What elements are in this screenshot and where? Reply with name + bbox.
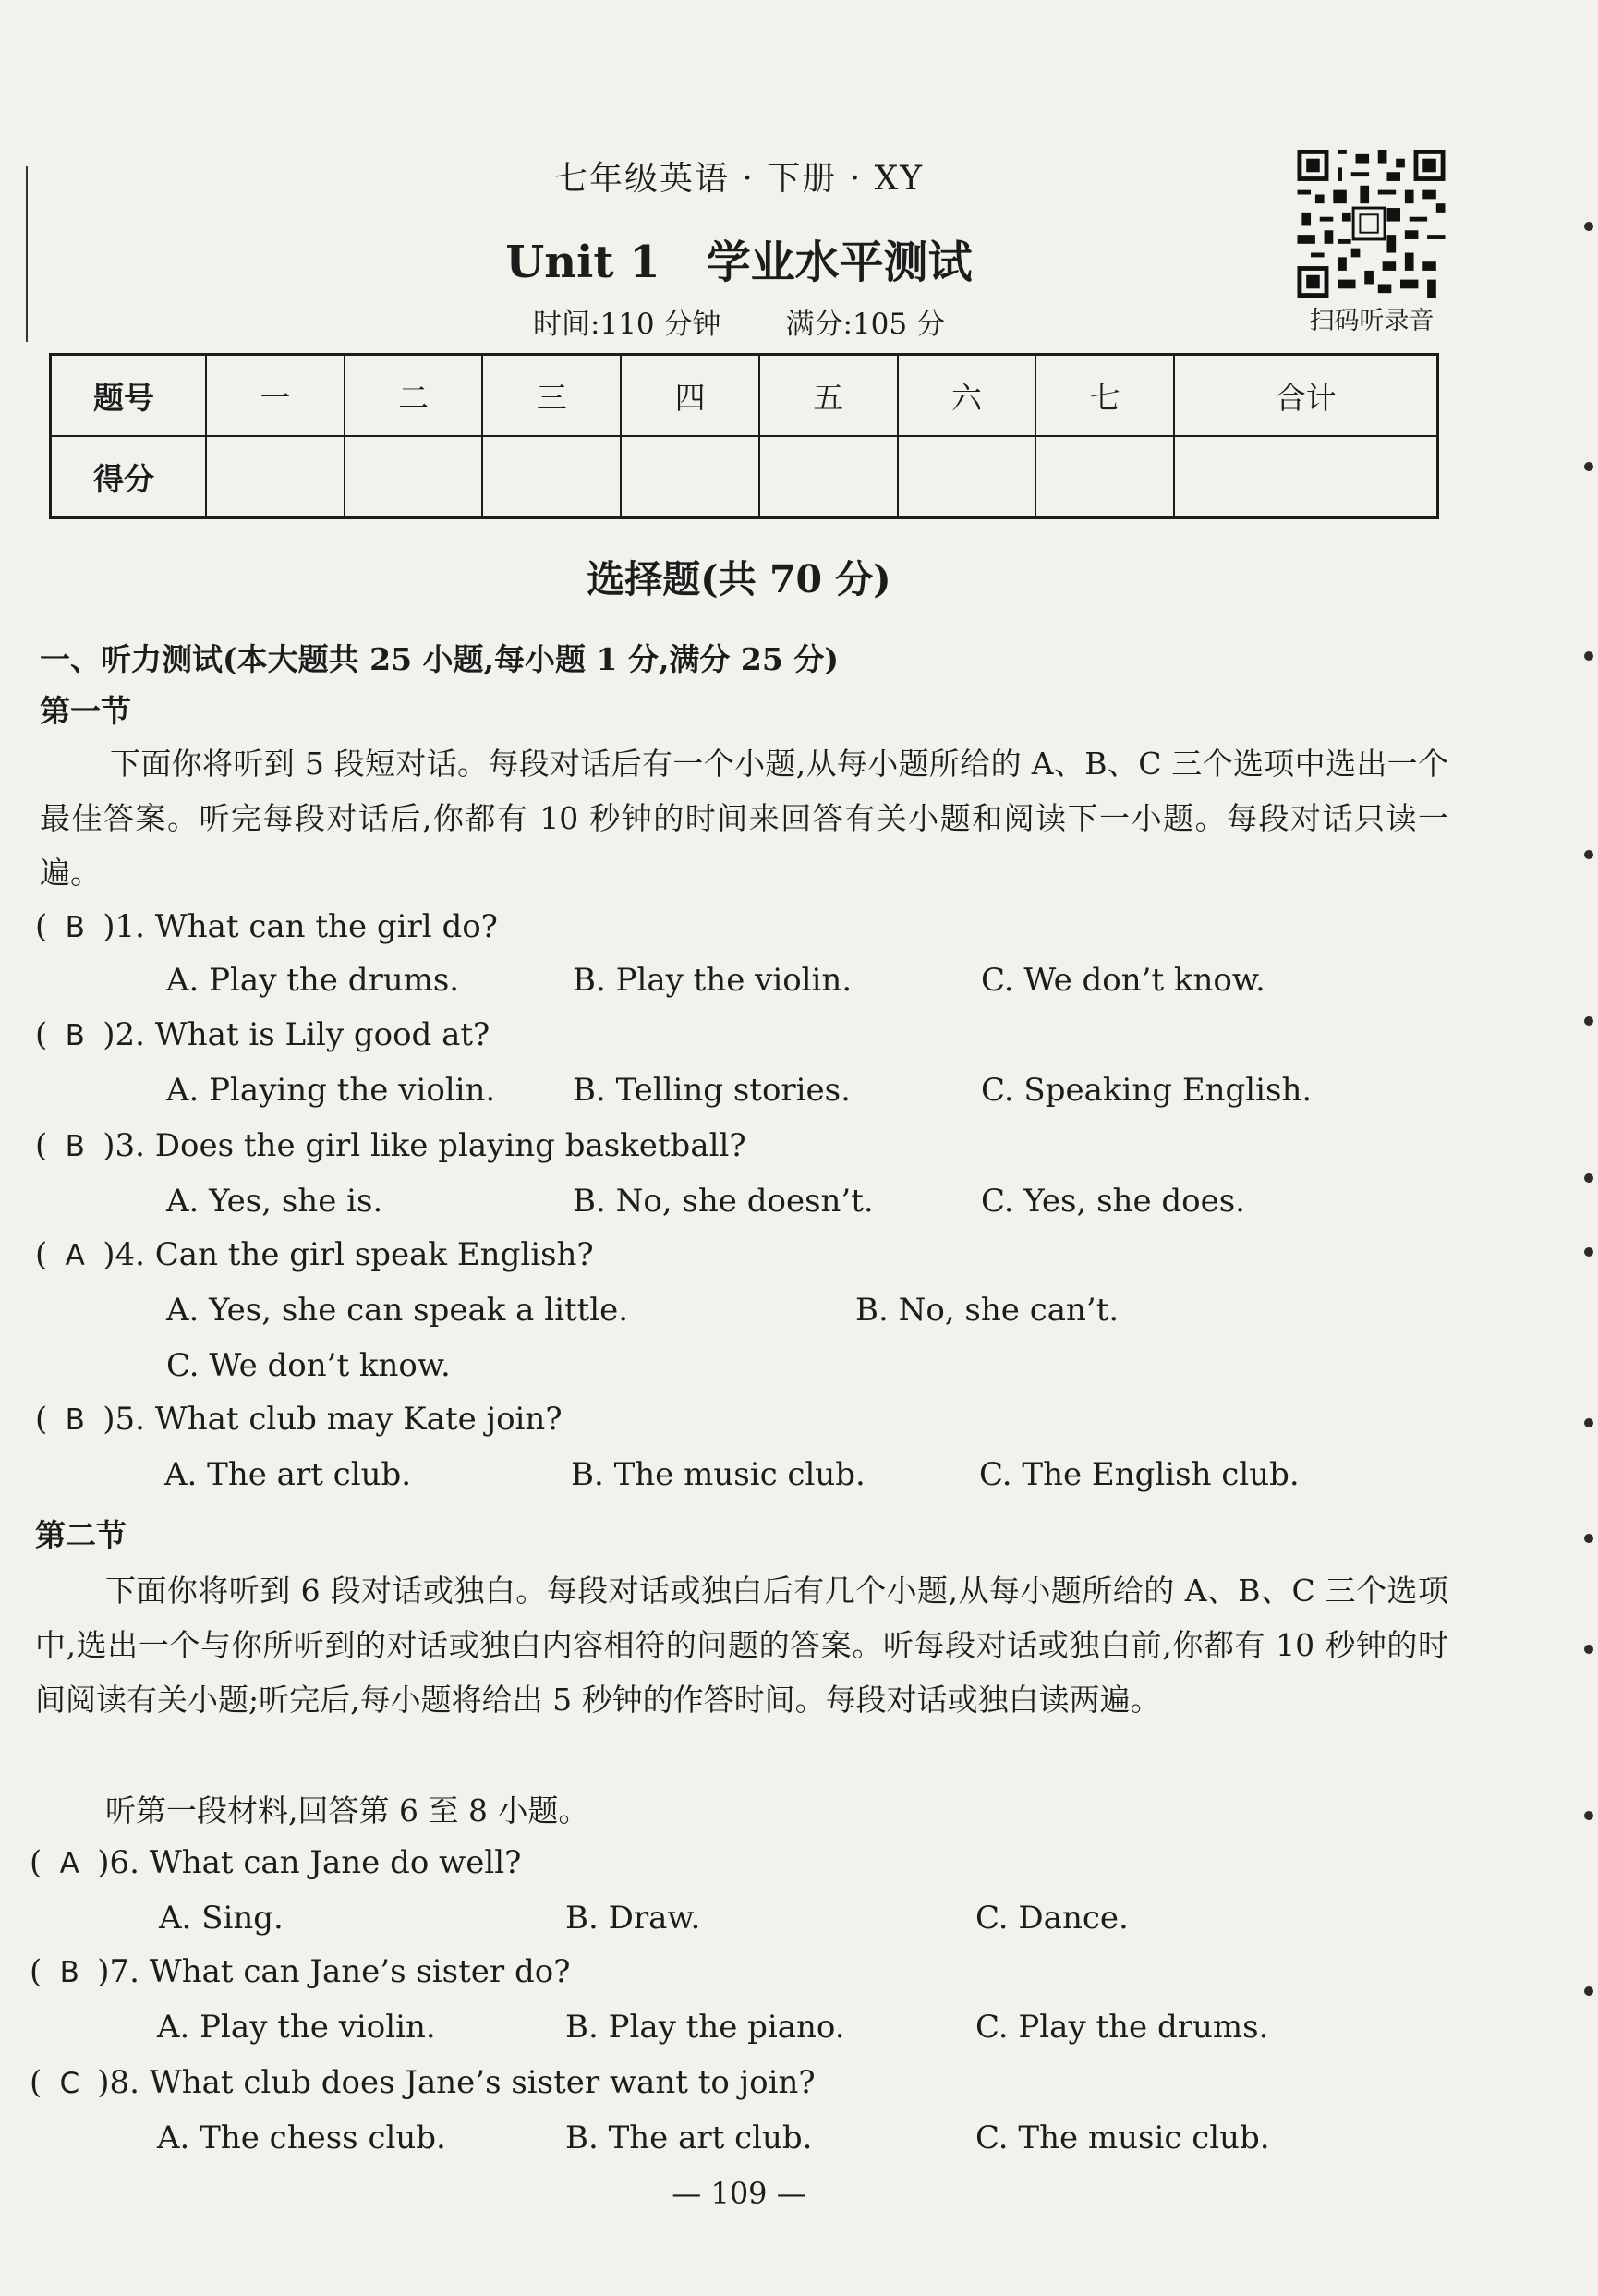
subsection-title: 第一节 xyxy=(40,693,131,729)
col-header: 二 xyxy=(345,355,483,437)
part-title: 一、听力测试(本大题共 25 小题,每小题 1 分,满分 25 分) xyxy=(40,641,839,677)
score-cell[interactable] xyxy=(621,436,759,518)
test-title: 学业水平测试 xyxy=(706,237,973,288)
question: ( B )7. What can Jane’s sister do? xyxy=(30,1953,571,1990)
row-label: 得分 xyxy=(51,436,207,518)
question: ( B )5. What club may Kate join? xyxy=(35,1401,563,1438)
col-header: 三 xyxy=(482,355,621,437)
score-cell[interactable] xyxy=(1174,436,1437,518)
question-stem: 4. Can the girl speak English? xyxy=(115,1236,594,1273)
margin-dot xyxy=(1584,1645,1593,1654)
full-score: 满分:105 分 xyxy=(785,308,945,341)
option-c: C. Speaking English. xyxy=(981,1072,1313,1109)
exam-info xyxy=(0,300,1478,342)
page-title xyxy=(0,226,1478,290)
answer: A xyxy=(65,1239,85,1272)
option-a: A. Sing. xyxy=(159,1900,284,1937)
col-header: 一 xyxy=(206,355,345,437)
answer: A xyxy=(59,1847,79,1880)
margin-dot xyxy=(1584,462,1593,471)
question: ( B )1. What can the girl do? xyxy=(35,908,498,945)
option-a: A. Yes, she is. xyxy=(166,1183,383,1220)
col-header: 四 xyxy=(621,355,759,437)
score-cell[interactable] xyxy=(759,436,898,518)
instructions: 下面你将听到 5 段短对话。每段对话后有一个小题,从每小题所给的 A、B、C 三个选项中选出一个最佳答案。听完每段对话后,你都有 10 秒钟的时间来回答有关小题和阅读下一小题。每段对话只读一遍。 xyxy=(40,746,1448,891)
option-b: B. The music club. xyxy=(571,1456,866,1493)
score-table-score-row xyxy=(51,436,1438,518)
answer: B xyxy=(65,911,85,944)
question: ( A )6. What can Jane do well? xyxy=(30,1844,522,1881)
option-c: C. We don’t know. xyxy=(166,1347,451,1384)
question-stem: 1. What can the girl do? xyxy=(115,908,498,945)
margin-dot xyxy=(1584,222,1593,231)
col-header: 七 xyxy=(1035,355,1174,437)
qr-label: 扫码听录音 xyxy=(1309,307,1435,335)
section-title: 选择题(共 70 分) xyxy=(587,557,891,601)
option-b: B. Draw. xyxy=(565,1900,701,1937)
question-stem: 3. Does the girl like playing basketball? xyxy=(115,1127,746,1164)
answer: B xyxy=(65,1130,85,1163)
answer: B xyxy=(65,1403,85,1437)
answer: B xyxy=(65,1019,85,1052)
page-number: — 109 — xyxy=(672,2176,806,2211)
margin-dot xyxy=(1584,1247,1593,1257)
score-cell[interactable] xyxy=(345,436,483,518)
option-b: B. No, she doesn’t. xyxy=(573,1183,874,1220)
answer: B xyxy=(59,1956,79,1989)
col-header: 合计 xyxy=(1174,355,1437,437)
option-c: C. Dance. xyxy=(975,1900,1129,1937)
question-stem: 2. What is Lily good at? xyxy=(115,1016,490,1053)
option-c: C. We don’t know. xyxy=(981,962,1265,999)
book-subtitle: 七年级英语 · 下册 · XY xyxy=(553,160,925,198)
option-c: C. The English club. xyxy=(979,1456,1300,1493)
option-a: A. Yes, she can speak a little. xyxy=(166,1292,629,1329)
score-table xyxy=(49,353,1439,519)
answer: C xyxy=(59,2067,80,2100)
option-a: A. Play the drums. xyxy=(166,962,460,999)
option-a: A. Playing the violin. xyxy=(166,1072,496,1109)
question: ( A )4. Can the girl speak English? xyxy=(35,1236,594,1273)
option-c: C. Yes, she does. xyxy=(981,1183,1245,1220)
option-a: A. Play the violin. xyxy=(157,2009,436,2046)
material-note: 听第一段材料,回答第 6 至 8 小题。 xyxy=(105,1792,589,1828)
margin-dot xyxy=(1584,1173,1593,1183)
score-cell[interactable] xyxy=(206,436,345,518)
col-header: 五 xyxy=(759,355,898,437)
question: ( C )8. What club does Jane’s sister want to join? xyxy=(30,2064,816,2101)
option-b: B. The art club. xyxy=(565,2120,813,2156)
option-b: B. Play the piano. xyxy=(565,2009,845,2046)
option-b: B. Telling stories. xyxy=(573,1072,851,1109)
question-stem: 8. What club does Jane’s sister want to join? xyxy=(109,2064,816,2101)
option-a: A. The art club. xyxy=(164,1456,412,1493)
score-cell[interactable] xyxy=(898,436,1036,518)
qr-code-icon[interactable] xyxy=(1295,150,1447,298)
question: ( B )3. Does the girl like playing basketball? xyxy=(35,1127,746,1164)
margin-dot xyxy=(1584,850,1593,859)
instructions: 下面你将听到 6 段对话或独白。每段对话或独白后有几个小题,从每小题所给的 A、B、C 三个选项中,选出一个与你所听到的对话或独白内容相符的问题的答案。听每段对话或独白前,你都有 10 秒钟的时间阅读有关小题;听完后,每小题将给出 5 秒钟的作答时间。每段对话或独白读两遍。 xyxy=(35,1573,1448,1718)
question-stem: 7. What can Jane’s sister do? xyxy=(109,1953,571,1990)
time-limit: 时间:110 分钟 xyxy=(533,308,721,341)
margin-dot xyxy=(1584,1986,1593,1996)
option-b: B. Play the violin. xyxy=(573,962,853,999)
option-b: B. No, she can’t. xyxy=(855,1292,1120,1329)
col-header: 题号 xyxy=(51,355,207,437)
margin-dot xyxy=(1584,1811,1593,1820)
score-cell[interactable] xyxy=(482,436,621,518)
option-c: C. The music club. xyxy=(975,2120,1270,2156)
unit-label: Unit 1 xyxy=(505,237,660,288)
col-header: 六 xyxy=(898,355,1036,437)
question-stem: 5. What club may Kate join? xyxy=(115,1401,563,1438)
margin-dot xyxy=(1584,1016,1593,1026)
margin-dot xyxy=(1584,1418,1593,1427)
score-cell[interactable] xyxy=(1035,436,1174,518)
margin-dot xyxy=(1584,651,1593,661)
score-table-header-row xyxy=(51,355,1438,437)
question: ( B )2. What is Lily good at? xyxy=(35,1016,490,1053)
margin-dot xyxy=(1584,1534,1593,1543)
question-stem: 6. What can Jane do well? xyxy=(109,1844,522,1881)
subsection-title: 第二节 xyxy=(35,1517,127,1553)
option-c: C. Play the drums. xyxy=(975,2009,1269,2046)
option-a: A. The chess club. xyxy=(157,2120,446,2156)
